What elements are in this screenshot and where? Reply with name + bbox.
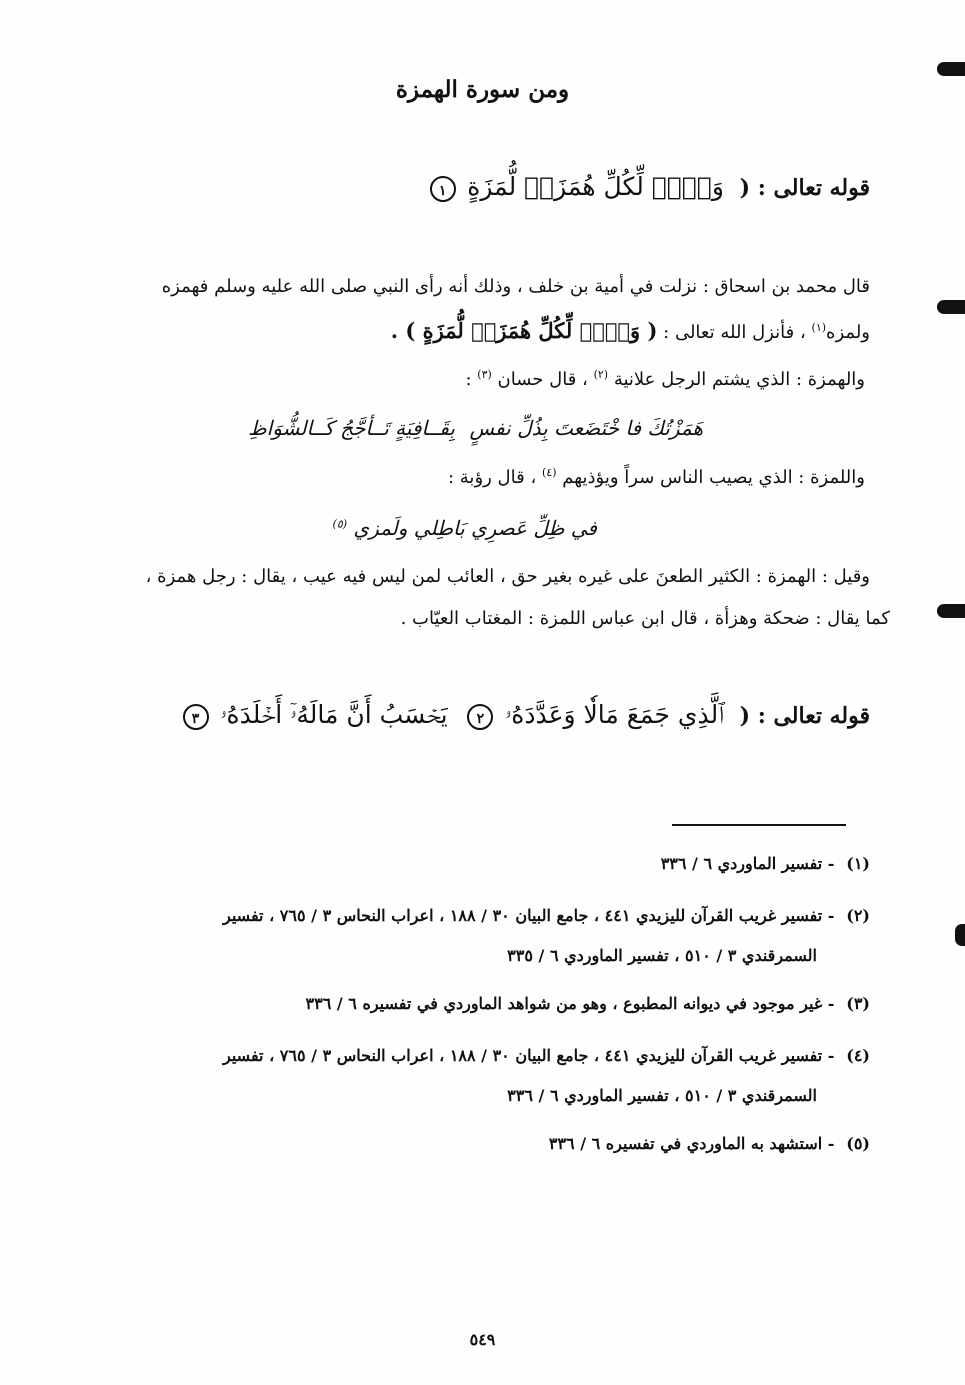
footnote-text: - غير موجود في ديوانه المطبوع ، وهو من شواهد الماوردي في تفسيره ٦ / ٣٣٦: [305, 994, 835, 1013]
scan-mark: [937, 62, 965, 76]
footnote-ref: (٣): [477, 368, 492, 381]
scan-mark: [937, 604, 965, 618]
verse-1: [426, 172, 870, 202]
ayah-number-marker: ٢: [467, 704, 493, 730]
verse-text: يَحۡسَبُ أَنَّ مَالَهُۥٓ أَخۡلَدَهُۥ: [220, 700, 448, 729]
verse-intro: قوله تعالى : (: [739, 703, 870, 729]
poem-hemistich-right: هَمَزْتُكَ فا خْتَضَعتَ بِذُلِّ نفسٍ: [469, 416, 703, 440]
footnote-text: - تفسير غريب القرآن لليزيدي ٤٤١ ، جامع البيان ٣٠ / ١٨٨ ، اعراب النحاس ٣ / ٧٦٥ ، تفسير: [223, 1046, 835, 1065]
footnote: [549, 1134, 870, 1153]
footnote-ref: (٥): [332, 517, 348, 531]
paragraph-line: [465, 368, 865, 391]
footnote-ref: (٤): [542, 466, 557, 479]
paragraph-line: [448, 466, 865, 489]
footnote-ref: (١): [811, 321, 827, 334]
verse-2: [179, 700, 870, 730]
footnote-text: - استشهد به الماوردي في تفسيره ٦ / ٣٣٦: [548, 1134, 835, 1153]
ayah-number-marker: ١: [430, 176, 456, 202]
footnote-number: (١): [846, 854, 870, 873]
ayah-number-marker: ٣: [183, 704, 209, 730]
paragraph-text: ، فأنزل الله تعالى :: [663, 322, 806, 343]
paragraph-text: ، قال حسان: [497, 369, 588, 390]
poem-text: في ظِلِّ عَصرِي بَاطِلي ولَمزي: [353, 516, 597, 540]
footnote: [661, 854, 870, 873]
verse-intro: قوله تعالى : (: [739, 175, 870, 201]
footnote-continuation: السمرقندي ٣ / ٥١٠ ، تفسير الماوردي ٦ / ٣٣٥: [507, 946, 817, 965]
footnote-number: (٤): [846, 1046, 870, 1065]
paragraph-text: ، قال رؤبة :: [448, 467, 537, 488]
footnote-ref: (٢): [593, 368, 609, 381]
footnote-separator: [672, 824, 846, 826]
footnote: [223, 1046, 870, 1065]
paragraph-text: ولمزه: [826, 322, 870, 343]
paragraph-text: والهمزة : الذي يشتم الرجل علانية: [613, 369, 865, 390]
poem-line: [333, 516, 597, 540]
paragraph-line: كما يقال : ضحكة وهزأة ، قال ابن عباس اللمزة : المغتاب العيّاب .: [400, 608, 890, 629]
inline-verse: ( وَيۡلٞ لِّكُلِّ هُمَزَةٖ لُّمَزَةٍ ) .: [390, 318, 658, 343]
footnote: [306, 994, 870, 1013]
paragraph-text: :: [465, 369, 472, 390]
footnote-text: - تفسير الماوردي ٦ / ٣٣٦: [660, 854, 835, 873]
paragraph-text: واللمزة : الذي يصيب الناس سراً ويؤذيهم: [562, 467, 865, 488]
poem-hemistich-left: بِقَــافِيَةٍ تَــأجَّجُ كَــالشُّوَاظِ: [248, 416, 455, 440]
paragraph-line: [391, 318, 870, 344]
verse-text: وَيۡلٞ لِّكُلِّ هُمَزَةٖ لُّمَزَةٍ: [467, 172, 724, 201]
footnote-continuation: السمرقندي ٣ / ٥١٠ ، تفسير الماوردي ٦ / ٣٣٦: [507, 1086, 817, 1105]
paragraph-text: قال محمد بن اسحاق : نزلت في أمية بن خلف ، وذلك أنه رأى النبي صلى الله عليه وسلم فهمزه: [161, 276, 870, 297]
footnote-number: (٥): [846, 1134, 870, 1153]
scan-mark: [955, 924, 965, 946]
footnote-number: (٢): [846, 906, 870, 925]
footnote-number: (٣): [846, 994, 870, 1013]
paragraph-line: [162, 276, 870, 298]
chapter-title: ومن سورة الهمزة: [395, 76, 570, 103]
scan-mark: [937, 300, 965, 314]
page-number: ٥٤٩: [469, 1330, 496, 1349]
footnote-text: - تفسير غريب القرآن لليزيدي ٤٤١ ، جامع البيان ٣٠ / ١٨٨ ، اعراب النحاس ٣ / ٧٦٥ ، تفسير: [223, 906, 835, 925]
footnote: [223, 906, 870, 925]
verse-text: ٱلَّذِي جَمَعَ مَالٗا وَعَدَّدَهُۥ: [505, 700, 724, 729]
paragraph-line: وقيل : الهمزة : الكثير الطعنَ على غيره بغير حق ، العائب لمن ليس فيه عيب ، يقال : رجل همزة ،: [145, 566, 870, 587]
